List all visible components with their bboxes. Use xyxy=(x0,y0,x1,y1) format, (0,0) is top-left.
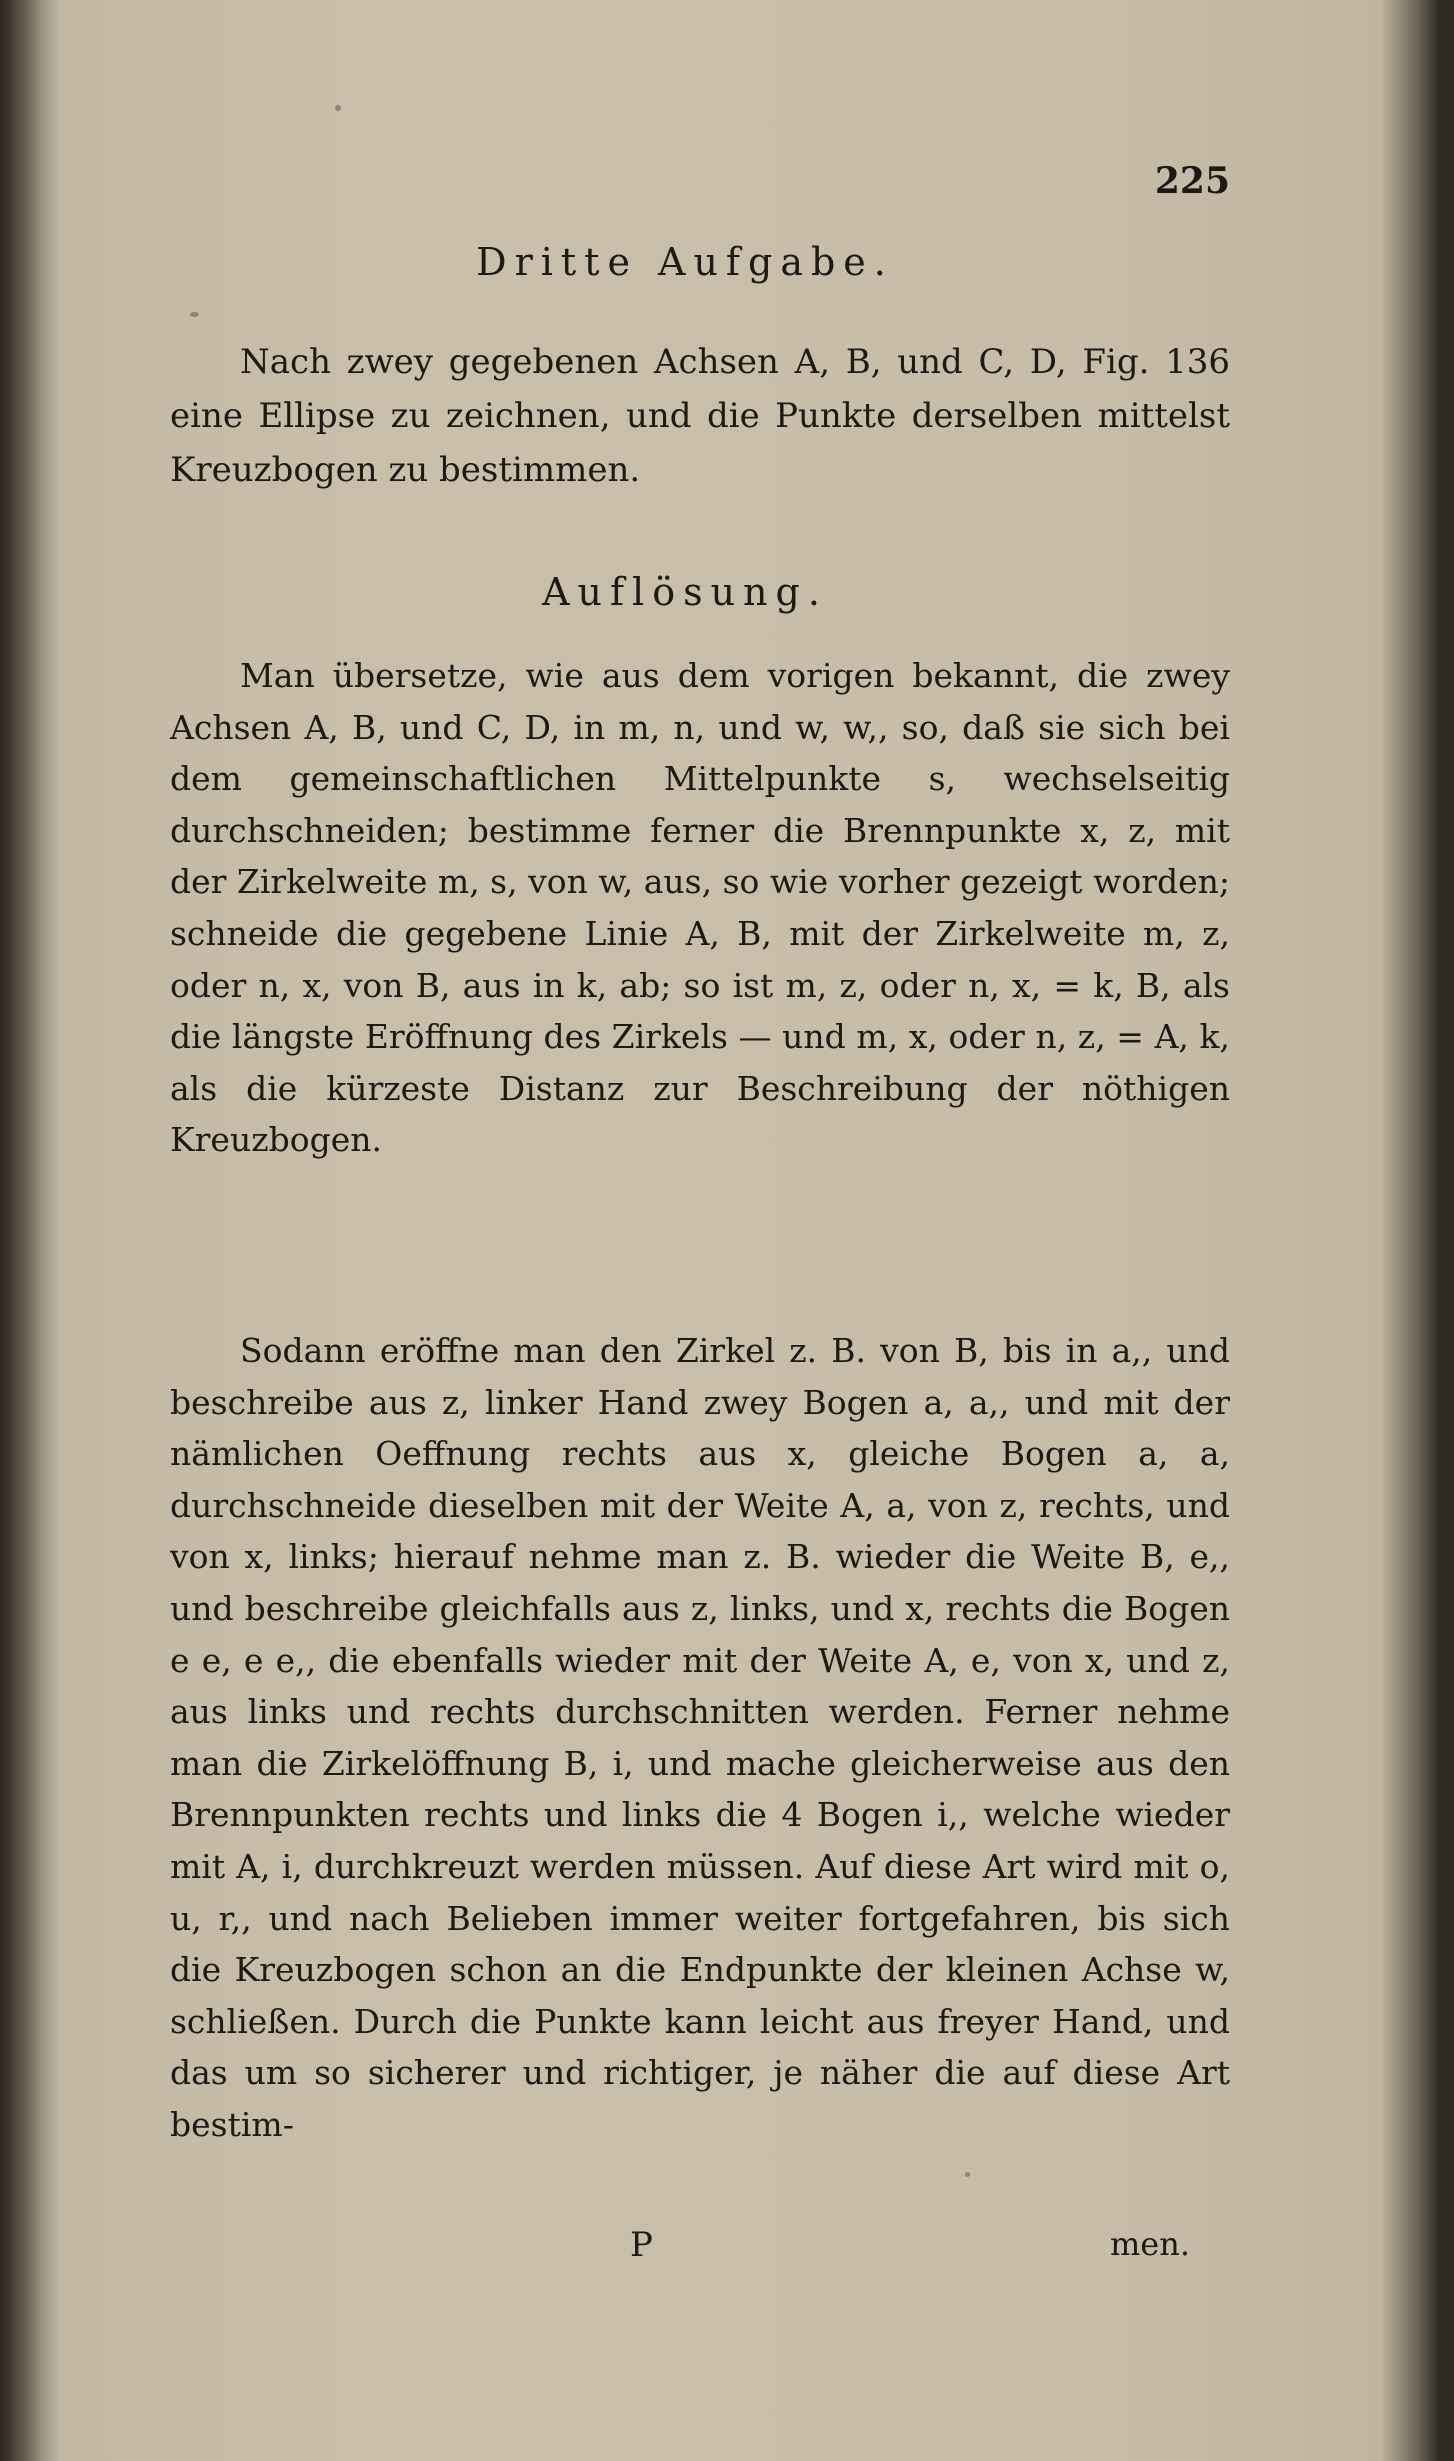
task-statement: Nach zwey gegebenen Achsen A, B, und C, D, Fig. 136 eine Ellipse zu zeichnen, und die Punkte derselben mittelst Kreuzbogen zu bestimmen. xyxy=(170,342,1230,490)
solution-paragraph-1: Man übersetze, wie aus dem vorigen bekannt, die zwey Achsen A, B, und C, D, in m, n, und w, w,, so, daß sie sich bei dem gemeinschaftlichen Mittelpunkte s, wechselseitig durchschneiden; bestimme ferner die Brennpunkte x, z, mit der Zirkelweite m, s, von w, aus, so wie vorher gezeigt worden; schneide die gegebene Linie A, B, mit der Zirkelweite m, z, oder n, x, von B, aus in k, ab; so ist m, z, oder n, x, = k, B, als die längste Eröffnung des Zirkels — und m, x, oder n, z, = A, k, als die kürzeste Distanz zur Beschreibung der nöthigen Kreuzbogen. xyxy=(170,656,1230,1160)
book-gutter xyxy=(0,0,60,2461)
signature-mark: P xyxy=(630,2225,653,2265)
page-number: 225 xyxy=(1154,160,1230,202)
section-heading: Dritte Aufgabe. xyxy=(476,240,894,284)
solution-paragraph-2: Sodann eröffne man den Zirkel z. B. von B, bis in a,, und beschreibe aus z, linker Hand zwey Bogen a, a,, und mit der nämlichen Oeffnung rechts aus x, gleiche Bogen a, a, durchschneide dieselben mit der Weite A, a, von z, rechts, und von x, links; hierauf nehme man z. B. wieder die Weite B, e,, und beschreibe gleichfalls aus z, links, und x, rechts die Bogen e e, e e,, die ebenfalls wieder mit der Weite A, e, von x, und z, aus links und rechts durchschnitten werden. Ferner nehme man die Zirkelöffnung B, i, und mache gleicherweise aus den Brennpunkten rechts und links die 4 Bogen i,, welche wieder mit A, i, durchkreuzt werden müssen. Auf diese Art wird mit o, u, r,, und nach Belieben immer weiter fortgefahren, bis sich die Kreuzbogen schon an die Endpunkte der kleinen Achse w, schließen. Durch die Punkte kann leicht aus freyer Hand, und das um so sicherer und richtiger, je näher die auf diese Art bestim- xyxy=(170,1331,1230,2144)
paper-speck xyxy=(335,105,341,111)
catchword: men. xyxy=(1109,2225,1190,2263)
text-page xyxy=(140,130,1230,2390)
solution-heading: Auflösung. xyxy=(542,570,828,614)
